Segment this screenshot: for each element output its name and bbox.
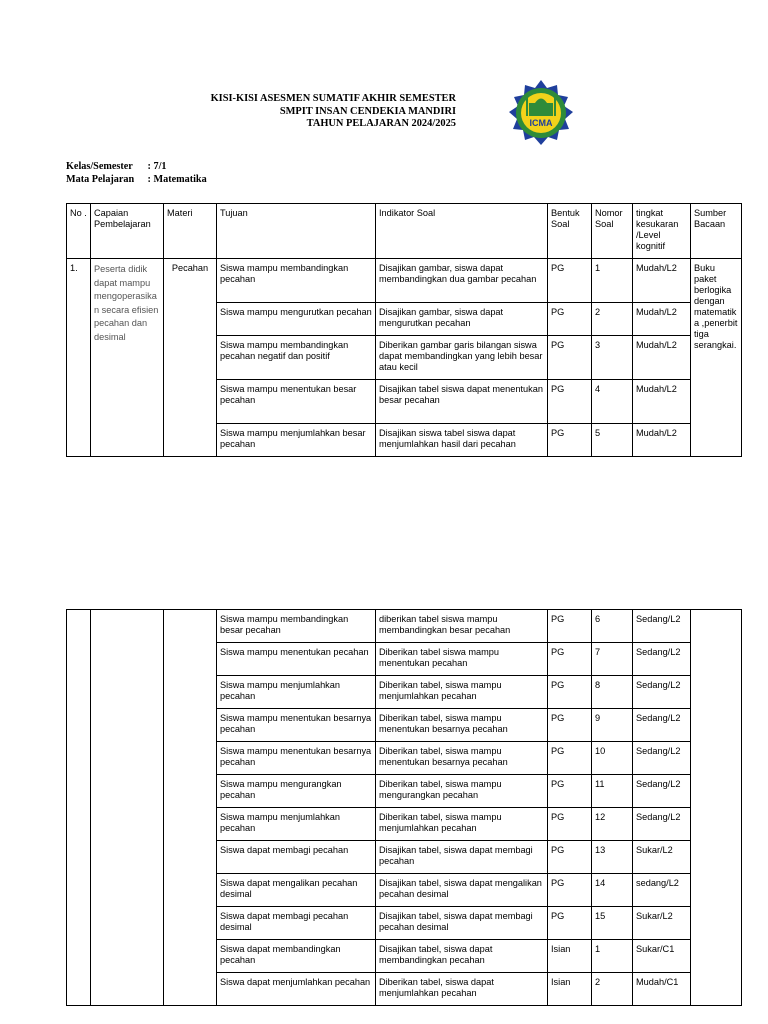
cell-nomor: 11 [592,775,633,808]
cell-level: Sedang/L2 [633,610,691,643]
cell-level: Mudah/L2 [633,303,691,336]
col-header-tingkat: tingkat kesukaran /Level kognitif [633,204,691,259]
cell-indikator: Disajikan siswa tabel siswa dapat menjumlahkan hasil dari pecahan [376,424,548,457]
cell-nomor: 13 [592,841,633,874]
cell-level: Sedang/L2 [633,808,691,841]
header-title-line2: SMPIT INSAN CENDEKIA MANDIRI [279,105,456,117]
cell-bentuk: PG [548,775,592,808]
cell-tujuan: Siswa mampu menjumlahkan besar pecahan [217,424,376,457]
cell-tujuan: Siswa dapat membagi pecahan desimal [217,907,376,940]
cell-nomor: 3 [592,336,633,380]
cell-nomor: 2 [592,303,633,336]
cell-nomor: 9 [592,709,633,742]
cell-tujuan: Siswa mampu mengurutkan pecahan [217,303,376,336]
cell-nomor: 1 [592,259,633,303]
cell-indikator: Disajikan tabel, siswa dapat mengalikan pecahan desimal [376,874,548,907]
cell-nomor: 12 [592,808,633,841]
cell-indikator: Disajikan gambar, siswa dapat membandingkan dua gambar pecahan [376,259,548,303]
cell-level: Sukar/L2 [633,841,691,874]
cell-level: Sedang/L2 [633,775,691,808]
cell-level: Sedang/L2 [633,676,691,709]
col-header-no: No . [67,204,91,259]
cell-tujuan: Siswa dapat membandingkan pecahan [217,940,376,973]
col-header-capaian: Capaian Pembelajaran [91,204,164,259]
cell-tujuan: Siswa mampu menentukan pecahan [217,643,376,676]
cell-bentuk: PG [548,643,592,676]
cell-level: Sedang/L2 [633,709,691,742]
cell-bentuk: PG [548,907,592,940]
col-header-indikator: Indikator Soal [376,204,548,259]
cell-bentuk: PG [548,336,592,380]
logo-text: ICMA [529,118,553,128]
col-header-materi: Materi [164,204,217,259]
cell-indikator: Diberikan tabel, siswa mampu menjumlahkan pecahan [376,676,548,709]
cell-indikator: Diberikan tabel siswa mampu menentukan pecahan [376,643,548,676]
cell-indikator: Diberikan tabel, siswa mampu menentukan besarnya pecahan [376,709,548,742]
cell-level: Mudah/L2 [633,259,691,303]
col-header-bentuk: Bentuk Soal [548,204,592,259]
table-row [67,610,742,643]
cell-bentuk: PG [548,424,592,457]
table-header-row [67,204,742,259]
cell-bentuk: PG [548,676,592,709]
col-header-nomor: Nomor Soal [592,204,633,259]
header-title-line1: KISI-KISI ASESMEN SUMATIF AKHIR SEMESTER [210,93,456,104]
cell-level: Sedang/L2 [633,643,691,676]
class-value: : 7/1 [147,161,167,172]
cell-no [67,610,91,1006]
kisi-kisi-table-page2 [66,609,742,1006]
cell-bentuk: Isian [548,973,592,1006]
cell-bentuk: PG [548,380,592,424]
cell-bentuk: PG [548,303,592,336]
cell-materi [164,610,217,1006]
cell-indikator: Diberikan tabel, siswa mampu mengurangkan pecahan [376,775,548,808]
kisi-kisi-table-page1 [66,203,742,457]
cell-level: Mudah/L2 [633,336,691,380]
cell-tujuan: Siswa dapat mengalikan pecahan desimal [217,874,376,907]
cell-indikator: Diberikan tabel, siswa dapat menjumlahkan pecahan [376,973,548,1006]
class-semester-line [66,161,207,174]
cell-tujuan: Siswa mampu menjumlahkan pecahan [217,676,376,709]
cell-indikator: Diberikan gambar garis bilangan siswa dapat membandingkan yang lebih besar atau kecil [376,336,548,380]
cell-tujuan: Siswa dapat membagi pecahan [217,841,376,874]
cell-bentuk: PG [548,808,592,841]
cell-indikator: diberikan tabel siswa mampu membandingkan besar pecahan [376,610,548,643]
cell-tujuan: Siswa mampu mengurangkan pecahan [217,775,376,808]
cell-nomor: 7 [592,643,633,676]
cell-tujuan: Siswa mampu membandingkan pecahan negatif dan positif [217,336,376,380]
cell-sumber [691,610,742,1006]
cell-indikator: Diberikan tabel, siswa mampu menjumlahkan pecahan [376,808,548,841]
cell-tujuan: Siswa mampu menentukan besarnya pecahan [217,742,376,775]
subject-line [66,174,207,187]
cell-tujuan: Siswa mampu menjumlahkan pecahan [217,808,376,841]
cell-level: Mudah/C1 [633,973,691,1006]
class-label: Kelas/Semester [66,161,133,172]
cell-nomor: 2 [592,973,633,1006]
cell-bentuk: PG [548,709,592,742]
cell-indikator: Disajikan gambar, siswa dapat mengurutkan pecahan [376,303,548,336]
cell-tujuan: Siswa mampu menentukan besar pecahan [217,380,376,424]
cell-nomor: 14 [592,874,633,907]
cell-bentuk: Isian [548,940,592,973]
cell-tujuan: Siswa dapat menjumlahkan pecahan [217,973,376,1006]
cell-bentuk: PG [548,874,592,907]
subject-label: Mata Pelajaran [66,173,135,185]
cell-nomor: 15 [592,907,633,940]
cell-sumber: Buku paket berlogika dengan matematika ,penerbit tiga serangkai. [691,259,742,457]
cell-level: Sukar/L2 [633,907,691,940]
cell-indikator: Disajikan tabel siswa dapat menentukan besar pecahan [376,380,548,424]
cell-nomor: 4 [592,380,633,424]
cell-nomor: 5 [592,424,633,457]
cell-bentuk: PG [548,841,592,874]
cell-nomor: 6 [592,610,633,643]
document-meta [66,161,207,186]
cell-nomor: 8 [592,676,633,709]
cell-level: sedang/L2 [633,874,691,907]
header-title-line3: TAHUN PELAJARAN 2024/2025 [306,118,456,129]
cell-materi: Pecahan [164,259,217,457]
cell-level: Sedang/L2 [633,742,691,775]
cell-nomor: 10 [592,742,633,775]
cell-tujuan: Siswa mampu menentukan besarnya pecahan [217,709,376,742]
cell-bentuk: PG [548,742,592,775]
cell-bentuk: PG [548,259,592,303]
cell-tujuan: Siswa mampu membandingkan besar pecahan [217,610,376,643]
cell-level: Sukar/C1 [633,940,691,973]
subject-value: : Matematika [147,173,207,185]
cell-nomor: 1 [592,940,633,973]
cell-indikator: Disajikan tabel, siswa dapat membagi pecahan desimal [376,907,548,940]
cell-indikator: Disajikan tabel, siswa dapat membagi pecahan [376,841,548,874]
table-row [67,259,742,303]
cell-indikator: Disajikan tabel, siswa dapat membandingkan pecahan [376,940,548,973]
cell-level: Mudah/L2 [633,380,691,424]
cell-level: Mudah/L2 [633,424,691,457]
cell-tujuan: Siswa mampu membandingkan pecahan [217,259,376,303]
cell-no: 1. [67,259,91,457]
col-header-sumber: Sumber Bacaan [691,204,742,259]
col-header-tujuan: Tujuan [217,204,376,259]
cell-capaian [91,610,164,1006]
school-logo [506,79,576,152]
document-header [150,93,456,131]
cell-bentuk: PG [548,610,592,643]
cell-capaian: Peserta didik dapat mampu mengoperasikan secara efisien pecahan dan desimal [91,259,164,457]
cell-indikator: Diberikan tabel, siswa mampu menentukan besarnya pecahan [376,742,548,775]
